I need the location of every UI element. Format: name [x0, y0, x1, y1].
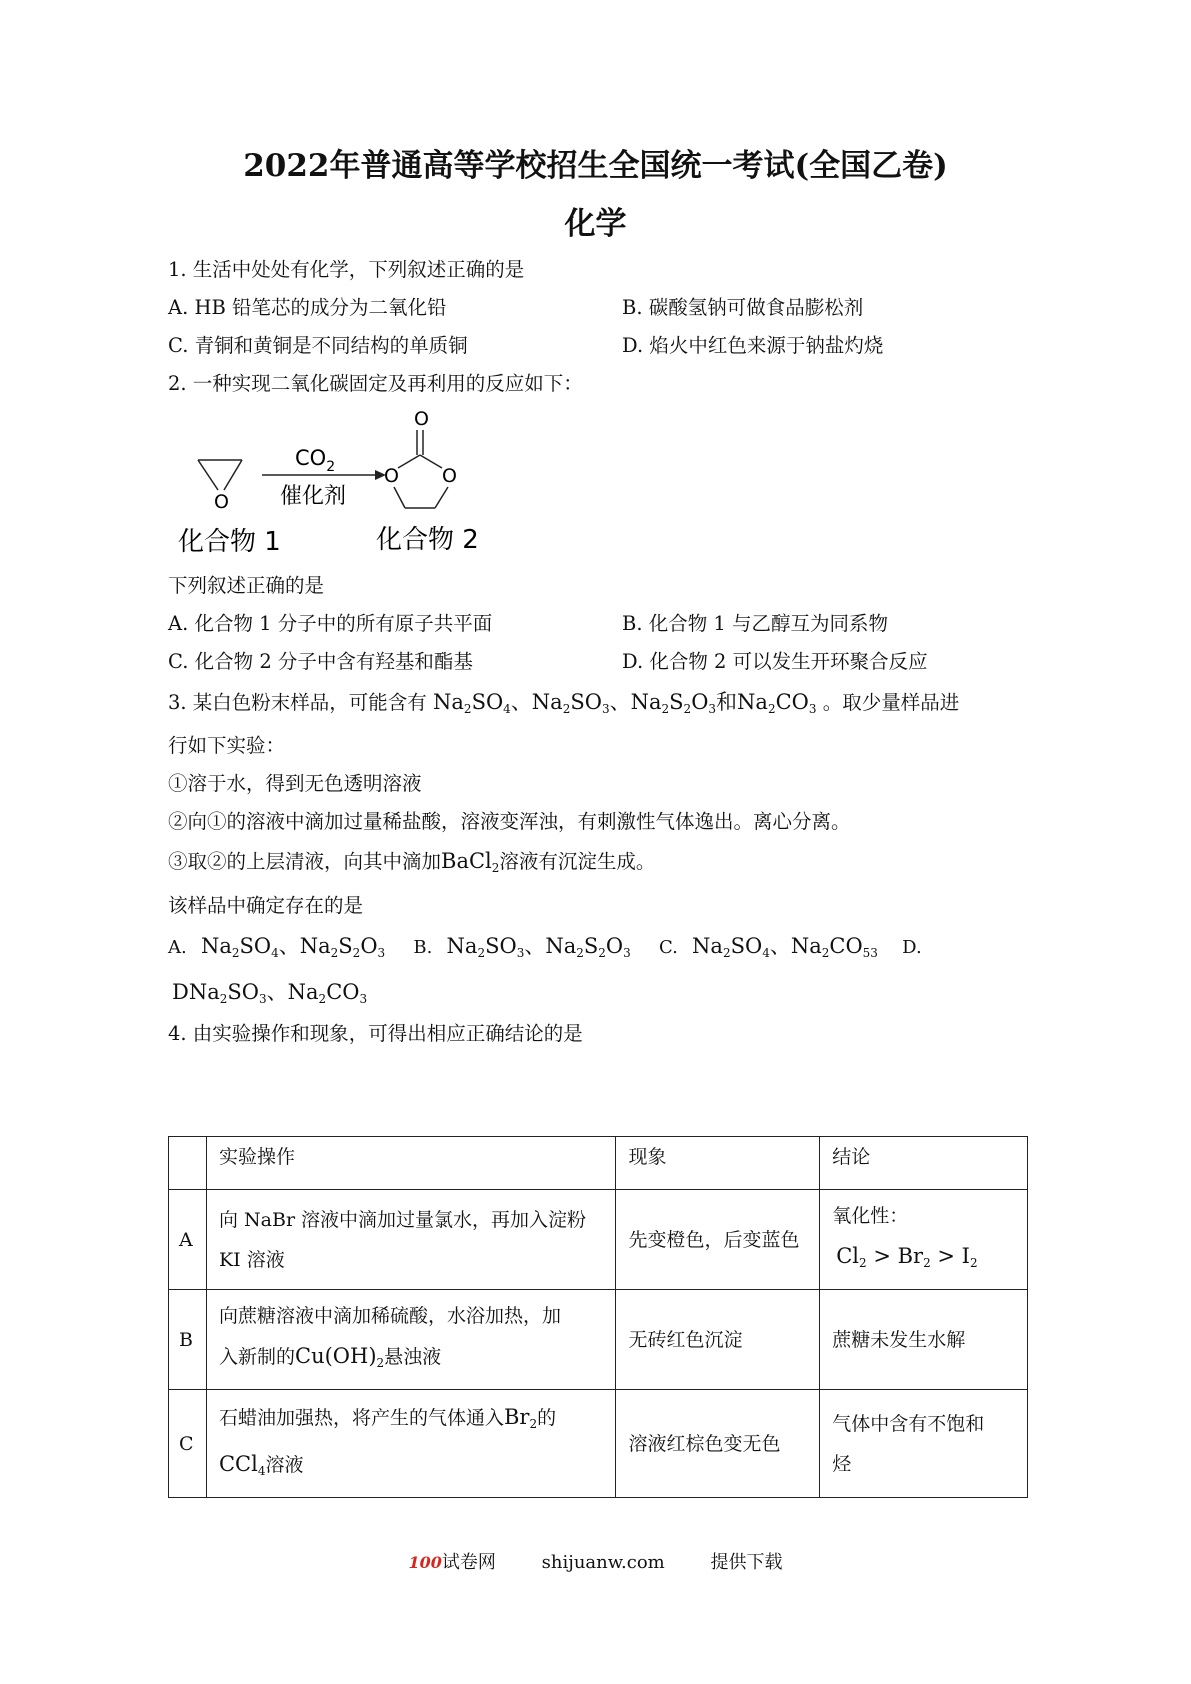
q3-step3: ③取②的上层清液，向其中滴加BaCl$_2$溶液有沉淀生成。 [168, 849, 656, 875]
site-url[interactable]: shijuanw.com [541, 1552, 665, 1573]
q1-option-b: B. 碳酸氢钠可做食品膨松剂 [622, 296, 864, 319]
q2-prompt: 下列叙述正确的是 [168, 574, 325, 597]
row-a-phenomenon: 先变橙色，后变蓝色 [616, 1190, 820, 1290]
row-b-phenomenon: 无砖红色沉淀 [616, 1290, 820, 1390]
epoxide-bond-co-left [198, 460, 218, 490]
page-footer [0, 1548, 1191, 1574]
q2-stem: 2. 一种实现二氧化碳固定及再利用的反应如下： [168, 372, 583, 395]
ring-bond-c-o-left [398, 455, 420, 468]
q2-option-a: A. 化合物 1 分子中的所有原子共平面 [168, 612, 493, 635]
row-b-label: B [169, 1290, 207, 1390]
site-name: 试卷网 [441, 1552, 496, 1573]
table-header-row [169, 1137, 1028, 1190]
q3-step2: ②向①的溶液中滴加过量稀盐酸，溶液变浑浊，有刺激性气体逸出。离心分离。 [168, 810, 851, 833]
reaction-scheme [170, 400, 510, 560]
ring-bond-o-c-left [394, 487, 405, 508]
compound-2-label: 化合物 2 [376, 525, 479, 555]
q3-stem: 3. 某白色粉末样品，可能含有 $Na_2SO_4$、$Na_2SO_3$、$Na_2S_2O_3$和$Na_2CO_3$ 。取少量样品进 [168, 690, 960, 716]
q2-option-c: C. 化合物 2 分子中含有羟基和酯基 [168, 650, 473, 673]
ring-bond-o-c-right [435, 487, 448, 508]
q3-option-b: $Na_2SO_3$、$Na_2S_2O_3$ [446, 934, 631, 960]
q3-prompt: 该样品中确定存在的是 [168, 894, 364, 917]
q3-option-d: $DNa_2SO_3$、$Na_2CO_3$ [172, 980, 368, 1006]
q2-option-b: B. 化合物 1 与乙醇互为同系物 [622, 612, 889, 635]
q1-option-c: C. 青铜和黄铜是不同结构的单质铜 [168, 334, 468, 357]
q2-option-d: D. 化合物 2 可以发生开环聚合反应 [622, 650, 928, 673]
q3-option-c-label: C. [658, 937, 678, 958]
row-c-label: C [169, 1390, 207, 1498]
row-c-operation: 石蜡油加强热，将产生的气体通入$Br_2$的 CCl$_4$溶液 [206, 1390, 615, 1498]
row-a-label: A [169, 1190, 207, 1290]
row-c-phenomenon: 溶液红棕色变无色 [616, 1390, 820, 1498]
download-note: 提供下载 [710, 1552, 783, 1573]
q3-option-a: $Na_2SO_4$、$Na_2S_2O_3$ [200, 934, 386, 960]
q3-option-a-label: A. [168, 937, 187, 958]
q3-stem-start: 3. 某白色粉末样品，可能含有 [168, 691, 427, 714]
table-row [169, 1390, 1028, 1498]
table-row [169, 1290, 1028, 1390]
table-header-conclusion: 结论 [820, 1137, 1028, 1190]
catalyst-label: 催化剂 [280, 484, 347, 509]
reagent-label: $CO_2$ [295, 446, 336, 475]
ring-oxygen-left-label: O [384, 465, 399, 487]
q3-stem-end: 。取少量样品进 [822, 691, 960, 714]
q1-option-d: D. 焰火中红色来源于钠盐灼烧 [622, 334, 884, 357]
q3-stem-line2: 行如下实验： [168, 734, 286, 757]
table-row [169, 1190, 1028, 1290]
table-header-phenomenon: 现象 [616, 1137, 820, 1190]
row-c-conclusion: 气体中含有不饱和 烃 [820, 1390, 1028, 1498]
q1-option-a: A. HB 铅笔芯的成分为二氧化铅 [168, 296, 447, 319]
table-header-operation: 实验操作 [206, 1137, 615, 1190]
epoxide-oxygen-label: O [214, 491, 229, 513]
ring-bond-c-o-right [420, 455, 442, 468]
q3-options [168, 930, 922, 960]
compound-1-label: 化合物 1 [178, 527, 281, 557]
table-header-blank [169, 1137, 207, 1190]
row-b-conclusion: 蔗糖未发生水解 [820, 1290, 1028, 1390]
row-a-operation: 向 NaBr 溶液中滴加过量氯水，再加入淀粉 KI 溶液 [206, 1190, 615, 1290]
q3-option-b-label: B. [413, 937, 433, 958]
ring-oxygen-right-label: O [442, 465, 457, 487]
q3-option-d-label: D. [902, 937, 922, 958]
row-a-conclusion: 氧化性： $Cl_2 > Br_2 > I_2$ [820, 1190, 1028, 1290]
subject-title: 化学 [564, 206, 627, 242]
exam-title: 2022年普通高等学校招生全国统一考试(全国乙卷) [243, 148, 948, 184]
row-b-operation: 向蔗糖溶液中滴加稀硫酸，水浴加热，加 入新制的$Cu(OH)_2$悬浊液 [206, 1290, 615, 1390]
q1-stem: 1. 生活中处处有化学，下列叙述正确的是 [168, 258, 525, 281]
q4-stem: 4. 由实验操作和现象，可得出相应正确结论的是 [168, 1022, 583, 1045]
carbonyl-oxygen-label: O [414, 408, 429, 430]
epoxide-bond-co-right [224, 460, 242, 490]
site-logo: 100 [408, 1553, 442, 1572]
q3-option-c: $Na_2SO_4$、$Na_2CO_{53}$ [692, 934, 878, 960]
q3-step1: ①溶于水，得到无色透明溶液 [168, 772, 422, 795]
q4-table [168, 1136, 1028, 1498]
